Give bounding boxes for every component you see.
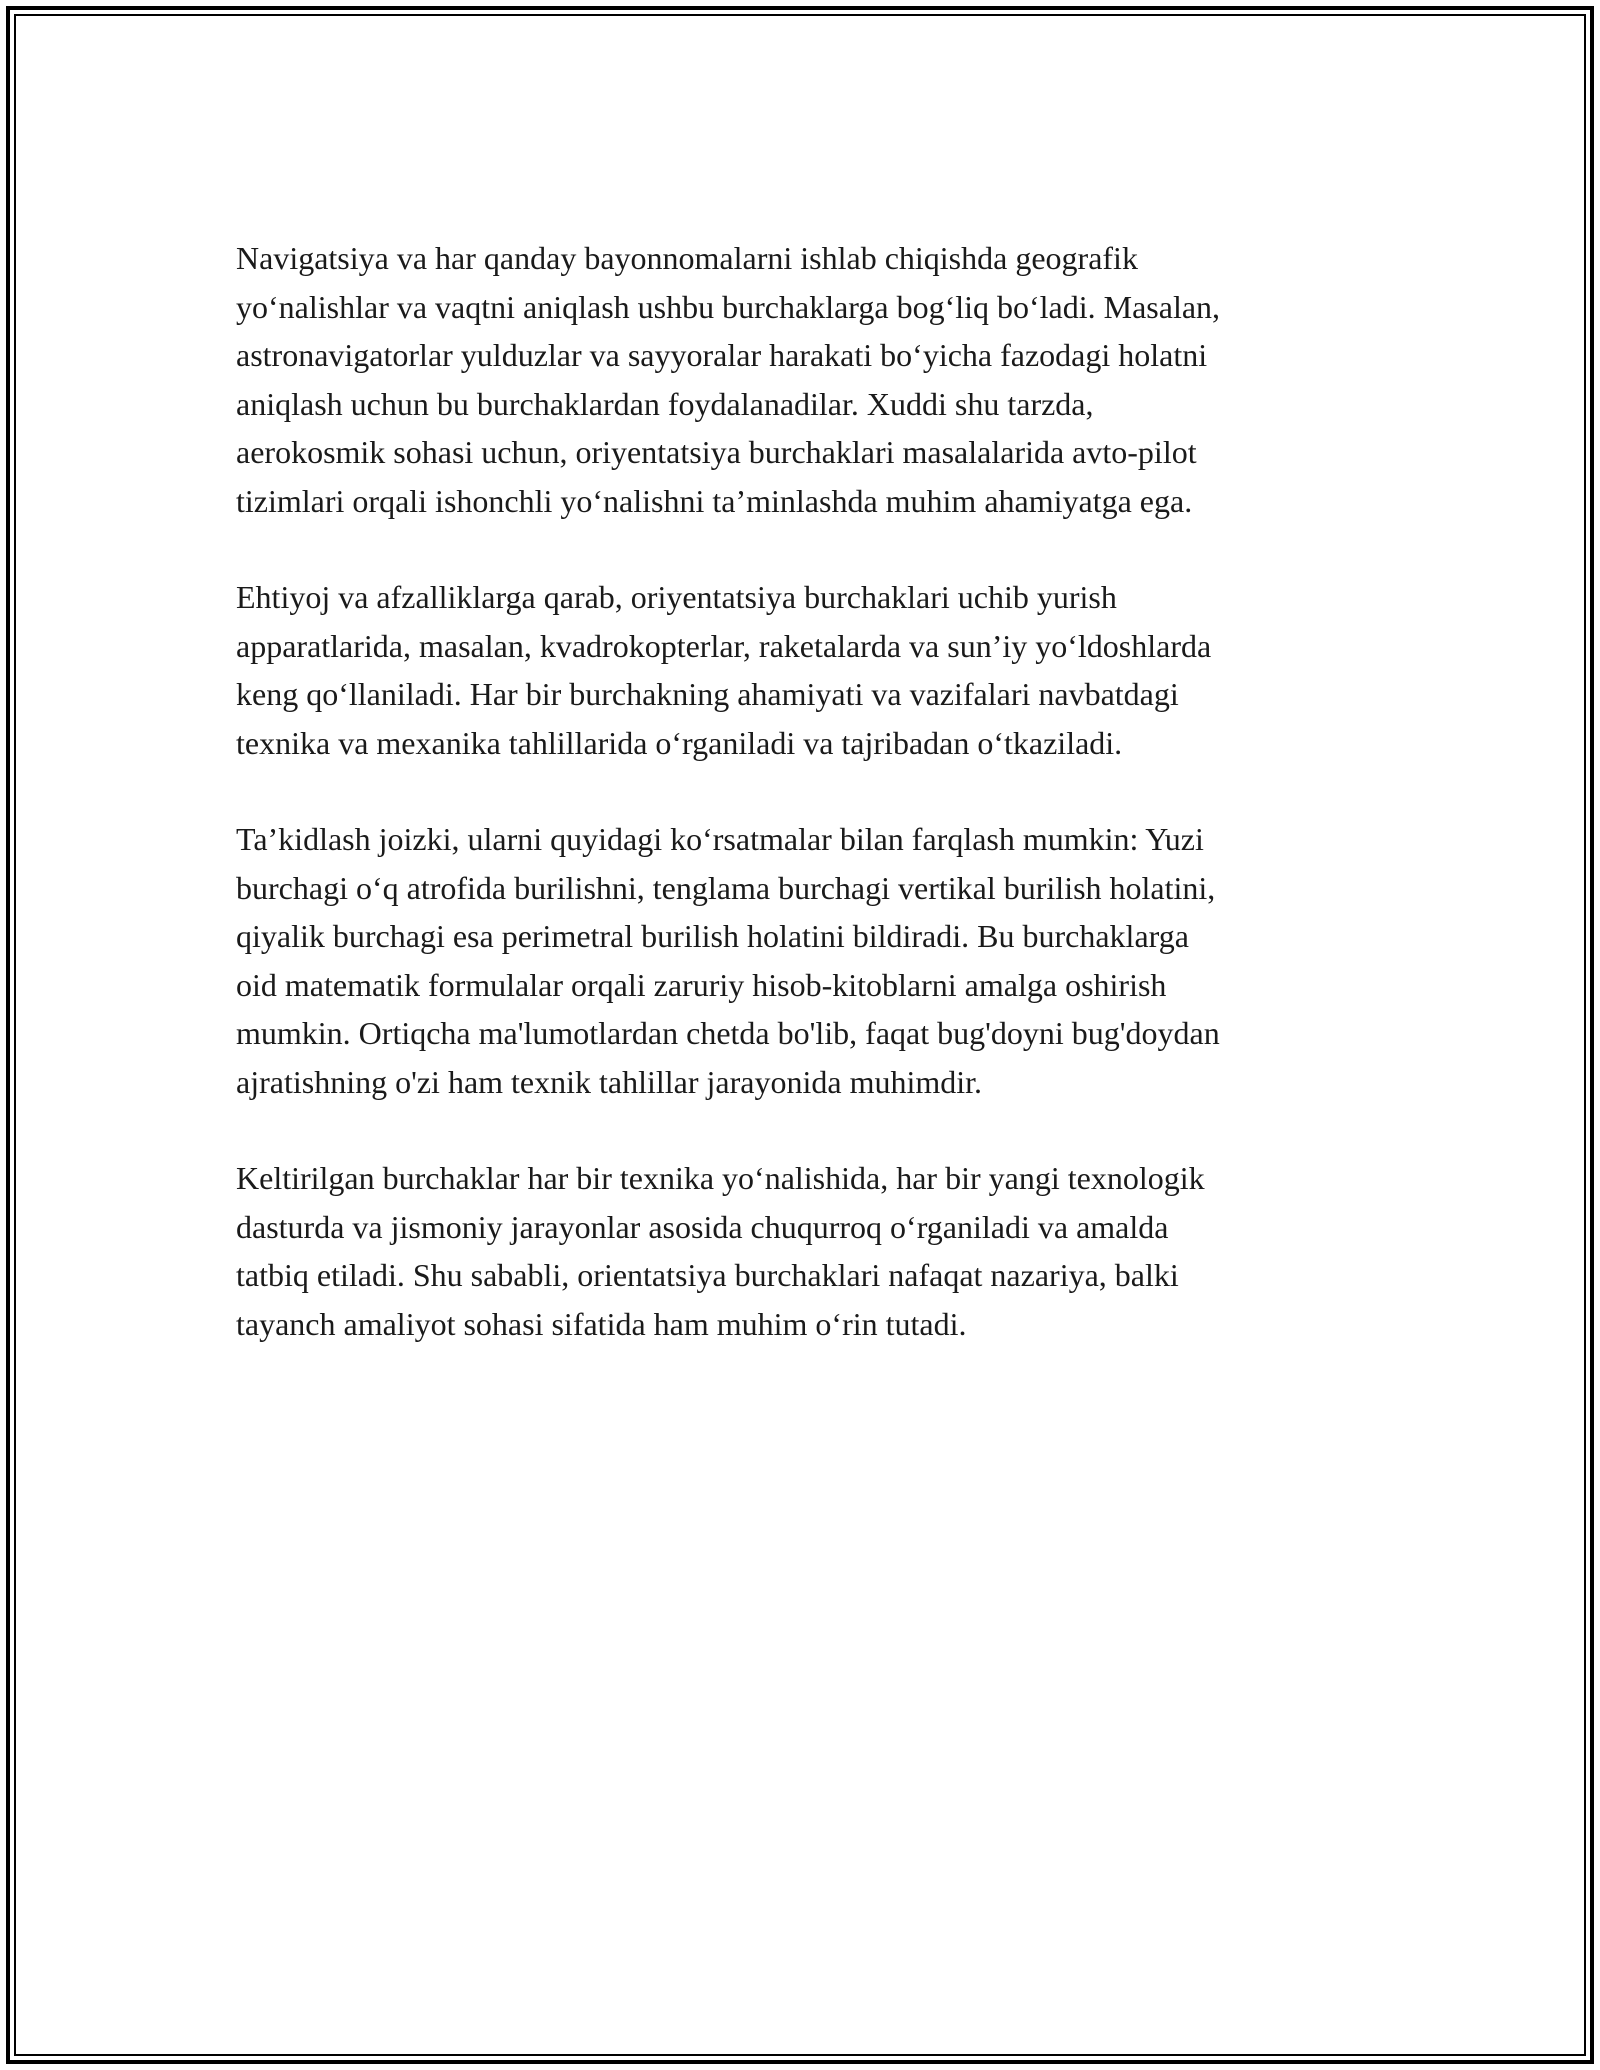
paragraph-line: astronavigatorlar yulduzlar va sayyoralar harakati bo‘yicha fazodagi holatni bbox=[236, 337, 1208, 373]
paragraph-line: apparatlarida, masalan, kvadrokopterlar, raketalarda va sun’iy yo‘ldoshlarda bbox=[236, 627, 1212, 664]
paragraph-line: Ehtiyoj va afzalliklarga qarab, oriyentatsiya burchaklari uchib yurish bbox=[236, 579, 1117, 615]
paragraph-line: yo‘nalishlar va vaqtni aniqlash ushbu burchaklarga bog‘liq bo‘ladi. Masalan, bbox=[236, 288, 1221, 325]
paragraph-line: tizimlari orqali ishonchli yo‘nalishni ta’minlashda muhim ahamiyatga ega. bbox=[236, 482, 1193, 519]
paragraph-line: dasturda va jismoniy jarayonlar asosida chuqurroq o‘rganiladi va amalda bbox=[236, 1208, 1169, 1245]
paragraph-3 bbox=[236, 815, 1376, 1106]
paragraph-line: tayanch amaliyot sohasi sifatida ham muhim o‘rin tutadi. bbox=[236, 1305, 967, 1342]
paragraph-line: qiyalik burchagi esa perimetral burilish holatini bildiradi. Bu burchaklarga bbox=[236, 918, 1189, 954]
paragraph-4 bbox=[236, 1154, 1376, 1348]
paragraph-line: ajratishning o'zi ham texnik tahlillar jarayonida muhimdir. bbox=[236, 1063, 983, 1100]
paragraph-line: Ta’kidlash joizki, ularni quyidagi ko‘rsatmalar bilan farqlash mumkin: Yuzi bbox=[236, 821, 1204, 857]
paragraph-line: aniqlash uchun bu burchaklardan foydalanadilar. Xuddi shu tarzda, bbox=[236, 385, 1094, 422]
paragraph-line: keng qo‘llaniladi. Har bir burchakning ahamiyati va vazifalari navbatdagi bbox=[236, 676, 1179, 712]
paragraph-line: mumkin. Ortiqcha ma'lumotlardan chetda bo'lib, faqat bug'doyni bug'doydan bbox=[236, 1015, 1220, 1051]
paragraph-line: Keltirilgan burchaklar har bir texnika yo‘nalishida, har bir yangi texnologik bbox=[236, 1160, 1205, 1196]
paragraph-line: Navigatsiya va har qanday bayonnomalarni ishlab chiqishda geografik bbox=[236, 240, 1138, 276]
paragraph-line: tatbiq etiladi. Shu sababli, orientatsiya burchaklari nafaqat nazariya, balki bbox=[236, 1257, 1179, 1293]
paragraph-1 bbox=[236, 234, 1376, 525]
paragraph-line: burchagi o‘q atrofida burilishni, tenglama burchagi vertikal burilish holatini, bbox=[236, 869, 1216, 906]
paragraph-2 bbox=[236, 573, 1376, 767]
paragraph-line: aerokosmik sohasi uchun, oriyentatsiya burchaklari masalalarida avto-pilot bbox=[236, 434, 1197, 470]
document-body bbox=[236, 234, 1376, 1396]
paragraph-line: oid matematik formulalar orqali zaruriy hisob-kitoblarni amalga oshirish bbox=[236, 966, 1167, 1003]
paragraph-line: texnika va mexanika tahlillarida o‘rganiladi va tajribadan o‘tkaziladi. bbox=[236, 724, 1123, 761]
